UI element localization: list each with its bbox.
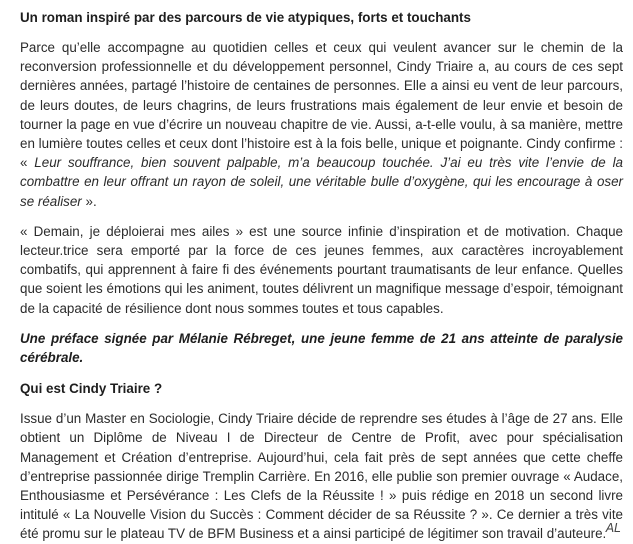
- preface-note: Une préface signée par Mélanie Rébreget, une jeune femme de 21 ans atteinte de paralysie cérébrale.: [20, 330, 623, 366]
- paragraph-author-bio: Issue d’un Master en Sociologie, Cindy Triaire décide de reprendre ses études à l’âge de 27 ans. Elle obtient un Diplôme de Niveau I de Directeur de Centre de Profit, avec pour spécialisation Management et Création d’entreprise. Aujourd’hui, cela fait près de sept années que cette cheffe d’entreprise passionnée dirige Tremplin Carrière. En 2016, elle publie son premier ouvrage « Audace, Enthousiasme et Persévérance : Les Clefs de la Réussite ! » puis rédige en 2018 un second livre intitulé « La Nouvelle Vision du Succès : Comment décider de sa Réussite ? ». Ce dernier a très vite été promu sur le plateau TV de BFM Business et a ainsi participé de légitimer son travail d’auteure.: [20, 411, 623, 542]
- paragraph-book: « Demain, je déploierai mes ailes » est une source infinie d’inspiration et de motivation. Chaque lecteur.trice sera emporté par la force de ces jeunes femmes, aux caractères incroyablement combatifs, qui apprennent à faire fi des événements pourtant traumatisants de leur enfance. Quelles que soient les émotions qui les animent, toutes délivrent un magnifique message d’espoir, témoignant de la capacité de résilience dont nous sommes toutes et tous capables.: [20, 223, 623, 316]
- author-signature: AL: [605, 521, 621, 535]
- paragraph-intro: [20, 38, 623, 211]
- quote-cindy: Leur souffrance, bien souvent palpable, m’a beaucoup touchée. J’ai eu très vite l’envie de la combattre en leur offrant un rayon de soleil, une véritable bulle d’oxygène, qui les encourage à oser se réaliser: [20, 155, 623, 209]
- paragraph-intro-text: Parce qu’elle accompagne au quotidien celles et ceux qui veulent avancer sur le chemin de la reconversion professionnelle et du développement personnel, Cindy Triaire a, au cours de ces sept dernières années, partagé l’histoire de centaines de personnes. Elle a ainsi eu vent de leur parcours, de leurs doutes, de leurs chagrins, de leurs frustrations mais également de leur envie et besoin de tourner la page en vue d’écrire un nouveau chapitre de vie. Aussi, a-t-elle voulu, à sa manière, mettre en lumière toutes celles et ceux dont l’histoire est à la fois belle, unique et poignante. Cindy confirme : «: [20, 40, 623, 171]
- section-heading-author: Qui est Cindy Triaire ?: [20, 381, 163, 397]
- quote-end: ».: [81, 193, 97, 209]
- section-heading-roman: Un roman inspiré par des parcours de vie atypiques, forts et touchants: [20, 10, 471, 25]
